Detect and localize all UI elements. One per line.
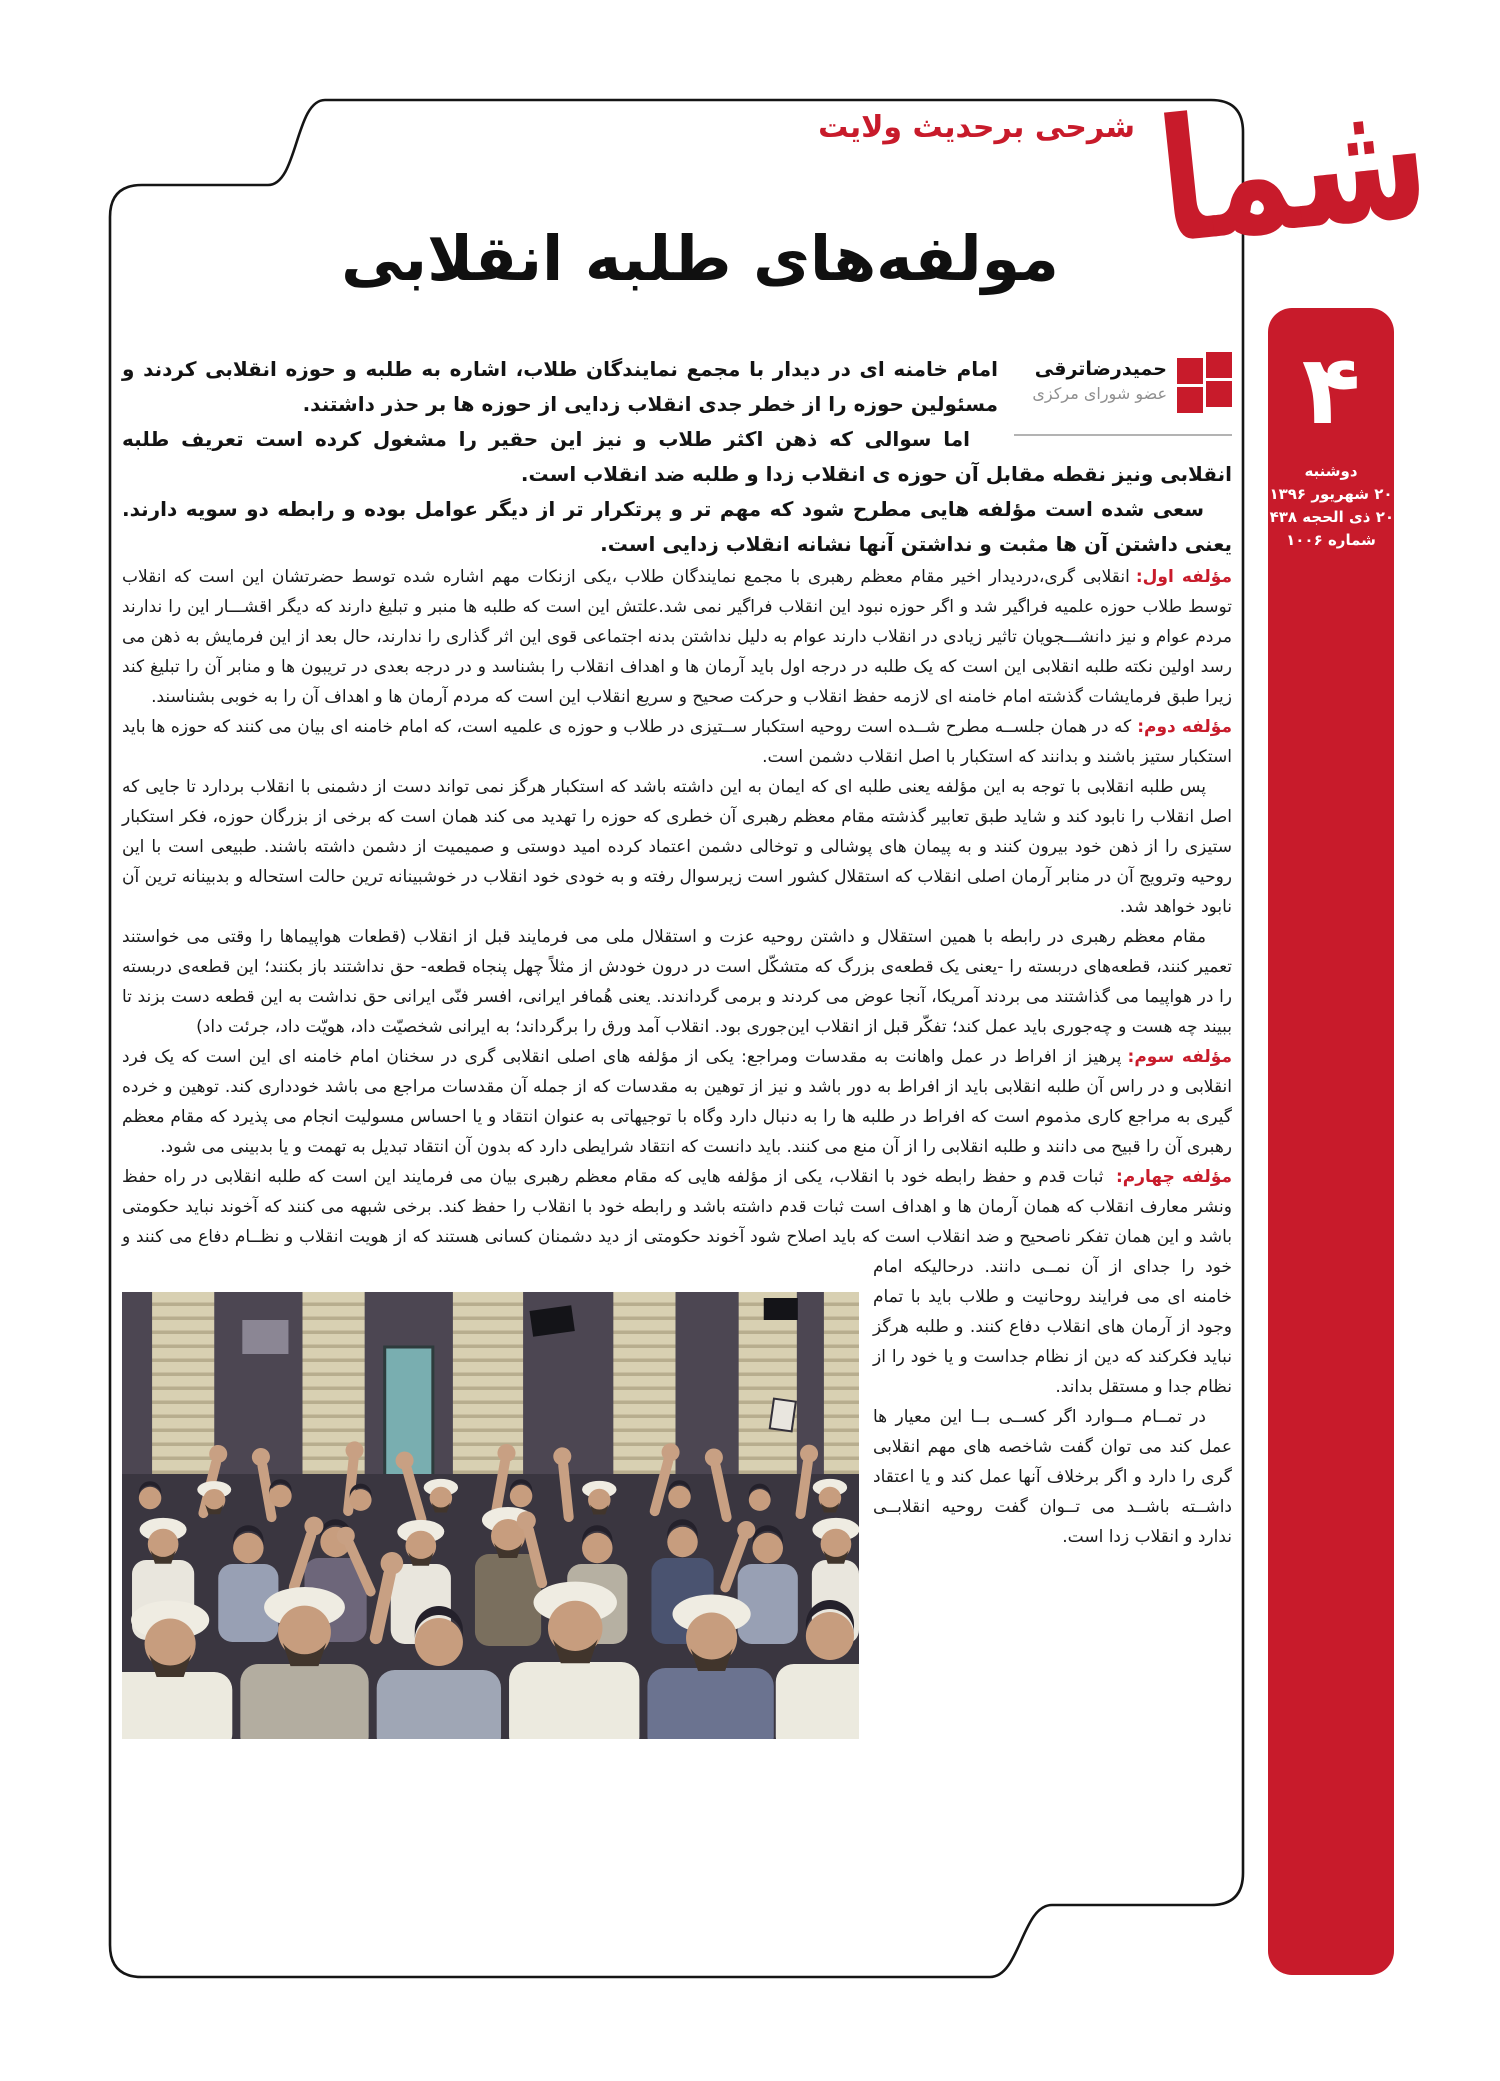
author-block bbox=[1014, 352, 1232, 436]
date-hijri: ۲۰ ذی الحجه ۱۴۳۸ bbox=[1260, 508, 1394, 526]
section-4-paragraph: مؤلفه چهارم: ثبات قدم و حفظ رابطه خود با انقلاب، یکی از مؤلفه هایی که مقام معظم رهبری بیان می فرمایند این است که طلبه انقلابی در راه حفظ ونشر معارف انقلاب که همان آرمان ها و اهداف است ثبات قدم داشته باشد و رابطه خود با انقلاب را حفظ کند. برخی شبهه می کنند که آخوند نباید حکومتی باشد و این همان تفکر ناصحیح و ضد انقلاب است که باید اصلاح شود آخوند حکومتی از دید دشمنان کسانی هستند که از هویت انقلاب و نظــام دفاع می کنند و خود را جدای از آن نمــی دانند. درحالیکه امام خامنه ای می فرایند روحانیت و طلاب باید با تمام وجود از آرمان های انقلاب دفاع کنند. و طلبه هرگز نباید فکرکند که دین از نظام جداست و یا خود را از نظام جدا و مستقل بداند. bbox=[122, 1162, 1232, 1402]
section-1-paragraph: مؤلفه اول:انقلابی گری،دردیدار اخیر مقام معظم رهبری با مجمع نمایندگان طلاب ،یکی ازنکات مهم اشاره شده توسط حضرتشان این است که انقلاب توسط طلاب حوزه علمیه فراگیر شد و اگر حوزه نبود این انقلاب فراگیر نمی شد.علتش این است که طلبه ها منبر و تبلیغ دارند که دیگر اقشـــار این را ندارند مردم عوام و نیز دانشـــجویان تاثیر زیادی در انقلاب دارند عوام به دلیل نداشتن بدنه اجتماعی قوی این اثر گذاری را ندارند، حال بعد از این فرمایش به ذهن می رسد اولین نکته طلبه انقلابی این است که یک طلبه در درجه اول باید آرمان ها و اهداف انقلاب را بشناسد و در درجه بعدی در تریبون ها و منابر آن را تبلیغ کند زیرا طبق فرمایشات گذشته امام خامنه ای لازمه حفظ انقلاب و حرکت صحیح و سریع انقلاب این است که مردم آرمان ها و اهداف آن را به خوبی بشناسند. bbox=[122, 567, 1232, 707]
party-grid-icon bbox=[1174, 352, 1232, 414]
date-solar: ۲۰ شهریور ۱۳۹۶ bbox=[1269, 485, 1393, 503]
author-role: عضو شورای مرکزی bbox=[1032, 384, 1167, 403]
article-body bbox=[122, 352, 1232, 1749]
section-3-lead: مؤلفه سوم: bbox=[1127, 1047, 1232, 1067]
section-2-paragraph: مؤلفه دوم:که در همان جلســه مطرح شــده است روحیه استکبار ســتیزی در طلاب و حوزه ی علمیه است، که امام خامنه ای بیان می کنند که حوزه ها باید استکبار ستیز باشند و بدانند که استکبار با اصل انقلاب دشمن است. bbox=[122, 717, 1232, 767]
page-number: ۴ bbox=[1301, 334, 1361, 446]
intro-paragraph: سعی شده است مؤلفه هایی مطرح شود که مهم تر و پرتکرار تر از دیگر عوامل بوده و رابطه دو سویه دارند. یعنی داشتن آن ها مثبت و نداشتن آنها نشانه انقلاب زدایی است. bbox=[122, 497, 1232, 556]
newspaper-logo-shoma: شما bbox=[1150, 58, 1438, 283]
section-2-paragraph: پس طلبه انقلابی با توجه به این مؤلفه یعنی طلبه ای که ایمان به این داشته باشد که استکبار هرگز نمی تواند دست از دشمنی با انقلاب بردارد تا جایی که اصل انقلاب را نابود کند و شاید طبق تعابیر گذشته مقام معظم رهبری آن خطری که حوزه را تهدید می کند همان است که برخی از بزرگان حوزه، فکر استکبار ستیزی را از ذهن خود بیرون کنند و به پیمان های پوشالی و توخالی دشمن اعتماد کرده امید دوستی و صمیمیت از دشمن داشته باشند. طبیعی است با این روحیه وترویج آن در منابر آرمان اصلی انقلاب که استقلال کشور است زیرسوال رفته و به خودی خود انقلاب در خوشبینانه ترین حالت استحاله و بدبینانه ترین آن نابود خواهد شد. bbox=[122, 777, 1232, 917]
section-kicker: شرحی برحدیث ولایت bbox=[818, 110, 1135, 145]
author-name: حمیدرضاترقی bbox=[1034, 358, 1167, 380]
section-2-paragraph: مقام معظم رهبری در رابطه با همین استقلال و داشتن روحیه عزت و استقلال ملی می فرمایند قبل از انقلاب (قطعات هواپیماها را وقتی می خواستند تعمیر کنند، قطعه‌های دربسته را -یعنی یک قطعه‌ی بزرگ که متشکّل است در درون خودش از مثلاً چهل پنجاه قطعه- حق نداشتند باز بکنند؛ این قطعه‌ی دربسته را در هواپیما می گذاشتند می بردند آمریکا، آنجا عوض می کردند و برمی گرداندند. یعنی هُمافر ایرانی، افسر فنّی ایرانی حق نداشت به این قطعه دست بزند تا ببیند چه هست و چه‌جوری باید عمل کند؛ تفکّر قبل از انقلاب این‌جوری بود. انقلاب آمد ورق را برگرداند؛ به ایرانی شخصیّت داد، هویّت داد، جرئت داد) bbox=[122, 927, 1232, 1037]
intro-paragraph: اما سوالی که ذهن اکثر طلاب و نیز این حقیر را مشغول کرده است تعریف طلبه انقلابی ونیز نقطه مقابل آن حوزه ی انقلاب زدا و طلبه ضد انقلاب است. bbox=[122, 427, 1232, 486]
issue-dates bbox=[1260, 460, 1394, 552]
intro-paragraph: امام خامنه ای در دیدار با مجمع نمایندگان طلاب، اشاره به طلبه و حوزه انقلابی کردند و مسئولین حوزه را از خطر جدی انقلاب زدایی از حوزه ها بر حذر داشتند. bbox=[122, 357, 998, 416]
issue-info-rail bbox=[1260, 308, 1394, 1975]
crowd-photo bbox=[122, 1292, 859, 1739]
section-1-lead: مؤلفه اول: bbox=[1135, 567, 1232, 587]
weekday: دوشنبه bbox=[1304, 462, 1358, 480]
section-3-paragraph: مؤلفه سوم:پرهیز از افراط در عمل واهانت به مقدسات ومراجع: یکی از مؤلفه های اصلی انقلابی گری در سخنان امام خامنه ای این است که یک فرد انقلابی و در راس آن طلبه انقلابی باید از افراط به دور باشد و نیز از توهین به مقدسات که از جمله آن مقدسات مراجع می باشد خودداری کند. توهین و خرده گیری به مراجع کاری مذموم است که افراط در طلبه ها را به دنبال دارد وگاه با توجیهاتی به عنوان انتقاد و یا احساس مسولیت انجام می پذیرد که مقام معظم رهبری آن را قبیح می دانند و طلبه انقلابی را از آن منع می کنند. باید دانست که انتقاد شرایطی دارد که بدون آن انتقاد تبدیل به تهمت و یا بدبینی می شود. bbox=[122, 1047, 1232, 1157]
page-title: مولفه‌های طلبه انقلابی bbox=[341, 222, 1059, 295]
section-2-lead: مؤلفه دوم: bbox=[1137, 717, 1232, 737]
issue-number: شماره ۱۰۰۶ bbox=[1286, 531, 1376, 549]
closing-paragraph: در تمــام مــوارد اگر کســی بــا این معیار ها عمل کند می توان گفت شاخصه های مهم انقلابی گری را دارد و اگر برخلاف آنها عمل کند و یا اعتقاد داشــته باشــد می تــوان گفت روحیه انقلابــی ندارد و انقلاب زدا است. bbox=[873, 1407, 1232, 1547]
section-4-lead: مؤلفه چهارم: bbox=[1115, 1167, 1232, 1187]
